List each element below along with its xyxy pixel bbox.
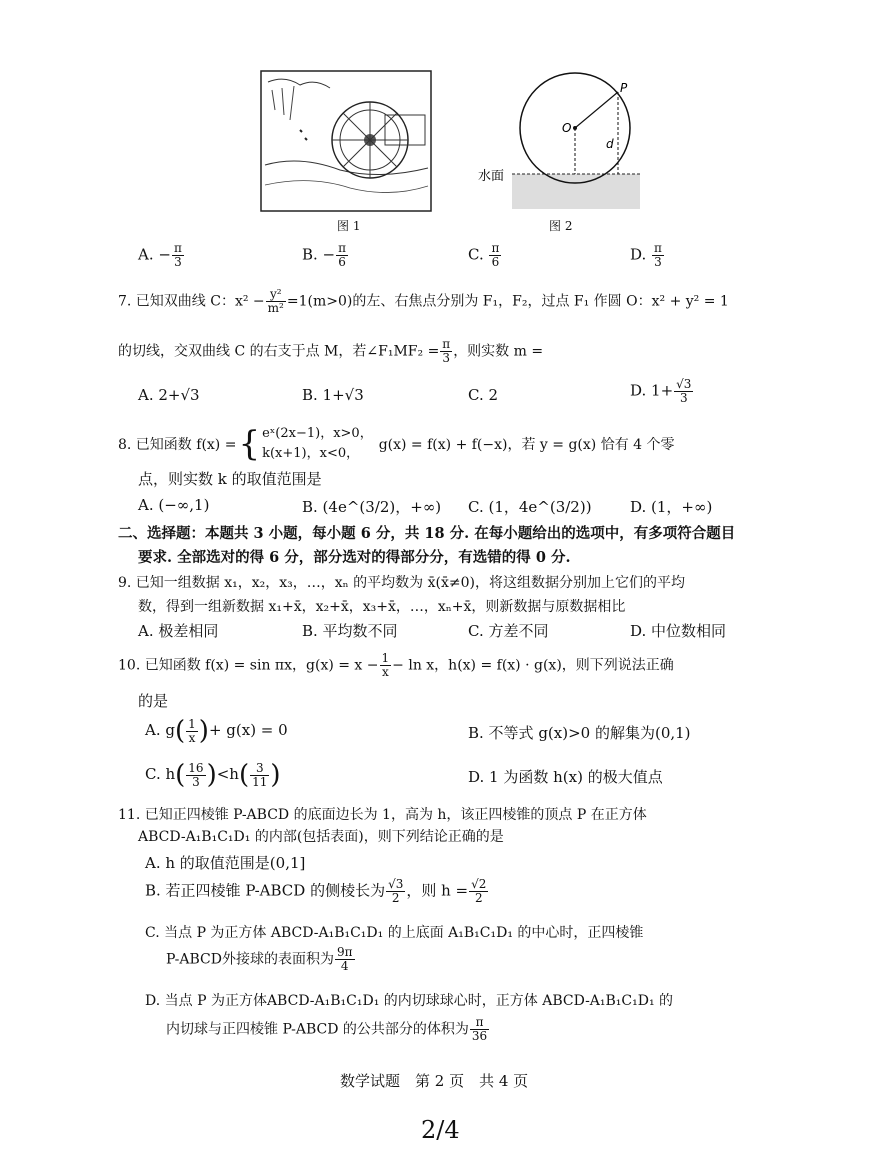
q8-option-c: C. (1，4e^(3/2)) (468, 498, 592, 516)
q6-d-prefix: D. (630, 245, 652, 264)
q11-line-1: 11. 已知正四棱锥 P-ABCD 的底面边长为 1，高为 h，该正四棱锥的顶点 P 在正方体 (118, 807, 647, 823)
q7-hyperbola-fraction: $\frac{\text{y²}}{\text{m²}}$ (267, 287, 284, 315)
section-2-heading-line-2: 要求. 全部选对的得 6 分，部分选对的得部分分，有选错的得 0 分. (138, 549, 571, 566)
circle-water-diagram (476, 66, 646, 216)
page-number: 2/4 (421, 1116, 460, 1144)
page-footer: 数学试题 第 2 页 共 4 页 (340, 1072, 529, 1090)
q6-c-prefix: C. (468, 245, 489, 264)
q9-option-d: D. 中位数相同 (630, 622, 727, 640)
label-P: P (620, 81, 628, 95)
q10-option-a: A. g( $\frac{1}{x}$ )+ g(x) = 0 (145, 716, 288, 746)
q9-line-1: 9. 已知一组数据 x₁，x₂，x₃，…，xₙ 的平均数为 x̄(x̄≠0)，将这组数据分别加上它们的平均 (118, 575, 685, 591)
q8-line-2: 点，则实数 k 的取值范围是 (138, 470, 322, 488)
q8-line-1: 8. 已知函数 f(x) = { eˣ(2x−1)，x>0， k(x+1)，x<0， g(x) = f(x) + f(−x)，若 y = g(x) 恰有 4 个零 (118, 424, 675, 464)
q8-piecewise-cases: eˣ(2x−1)，x>0， k(x+1)，x<0， (262, 426, 373, 461)
q11-line-2: ABCD-A₁B₁C₁D₁ 的内部(包括表面)，则下列结论正确的是 (138, 829, 504, 845)
q6-a-fraction: $\frac{\pi}{3}$ (173, 241, 182, 269)
figure-2-caption: 图 2 (549, 219, 573, 233)
q6-option-b (302, 242, 349, 269)
q11-option-c-line-2: P-ABCD外接球的表面积为 $\frac{9\pi}{4}$ (166, 945, 353, 973)
q10-line-1: 10. 已知函数 f(x) = sin πx，g(x) = x − $\frac{1}{x}$ − ln x，h(x) = f(x) · g(x)，则下列说法正确 (118, 651, 674, 679)
q9-option-b: B. 平均数不同 (302, 622, 398, 640)
q7-line-1: 7. 已知双曲线 C：x² − $\frac{\text{y²}}{\text{m²}}$ =1(m>0)的左、右焦点分别为 F₁，F₂，过点 F₁ 作圆 O：x² + y² = 1 (118, 287, 729, 315)
q11-c-fraction: $\frac{9\pi}{4}$ (336, 945, 353, 973)
q10-fraction: $\frac{1}{x}$ (381, 651, 390, 679)
label-d: d (606, 137, 614, 151)
q11-option-d-line-2: 内切球与正四棱锥 P-ABCD 的公共部分的体积为 $\frac{\pi}{36}$ (166, 1015, 488, 1043)
q10-option-c: C. h( $\frac{16}{3}$ )<h( $\frac{3}{11}$ ) (145, 760, 281, 790)
q7-option-a: A. 2+√3 (138, 386, 200, 404)
q6-option-a (138, 242, 185, 269)
q11-option-d-line-1: D. 当点 P 为正方体ABCD-A₁B₁C₁D₁ 的内切球球心时，正方体 ABCD-A₁B₁C₁D₁ 的 (145, 993, 674, 1009)
figure-1 (260, 70, 432, 212)
q8-piecewise-brace: { (238, 424, 261, 464)
q10-option-b: B. 不等式 g(x)>0 的解集为(0,1) (468, 724, 691, 742)
q11-b-fraction-1: $\frac{√3}{2}$ (388, 877, 404, 905)
q11-option-c-line-1: C. 当点 P 为正方体 ABCD-A₁B₁C₁D₁ 的上底面 A₁B₁C₁D₁ 的中心时，正四棱锥 (145, 925, 644, 941)
q7-option-b: B. 1+√3 (302, 386, 364, 404)
q7-d-fraction: $\frac{√3}{3}$ (676, 377, 692, 405)
q10-c-fraction-1: $\frac{16}{3}$ (188, 760, 204, 789)
q6-option-c (468, 242, 502, 269)
q11-option-b: B. 若正四棱锥 P-ABCD 的侧棱长为 $\frac{√3}{2}$ ，则 h = $\frac{√2}{2}$ (145, 877, 487, 905)
figure-2 (476, 66, 646, 216)
figure-1-caption: 图 1 (337, 219, 361, 233)
q11-b-fraction-2: $\frac{√2}{2}$ (471, 877, 487, 905)
label-O: O (562, 121, 572, 135)
q6-a-prefix: A. − (138, 245, 171, 264)
q6-c-fraction: $\frac{\pi}{6}$ (491, 241, 500, 269)
q11-option-a: A. h 的取值范围是(0,1] (145, 854, 306, 872)
q8-option-d: D. (1，+∞) (630, 498, 713, 516)
q6-option-d (630, 242, 665, 269)
q9-option-a: A. 极差相同 (138, 622, 219, 640)
water-surface-label: 水面 (478, 169, 505, 184)
q7-line-2: 的切线，交双曲线 C 的右支于点 M，若∠F₁MF₂ = $\frac{\pi}{3}$ ，则实数 m = (118, 337, 544, 365)
q10-line-2: 的是 (138, 692, 169, 710)
q6-b-fraction: $\frac{\pi}{6}$ (338, 241, 347, 269)
section-2-heading-line-1: 二、选择题：本题共 3 小题，每小题 6 分，共 18 分. 在每小题给出的选项中，有多项符合题目 (118, 525, 736, 542)
q9-option-c: C. 方差不同 (468, 622, 549, 640)
q10-option-d: D. 1 为函数 h(x) 的极大值点 (468, 768, 663, 786)
q11-d-fraction: $\frac{\pi}{36}$ (471, 1015, 488, 1043)
q7-angle-fraction: $\frac{\pi}{3}$ (442, 337, 451, 365)
q6-b-prefix: B. − (302, 245, 336, 264)
q10-c-fraction-2: $\frac{3}{11}$ (252, 760, 268, 789)
q7-option-c: C. 2 (468, 386, 499, 404)
water-wheel-illustration (260, 70, 432, 212)
q9-line-2: 数，得到一组新数据 x₁+x̄，x₂+x̄，x₃+x̄，…，xₙ+x̄，则新数据与原数据相比 (138, 599, 626, 615)
q7-option-d: D. 1+ $\frac{√3}{3}$ (630, 377, 692, 405)
q6-d-fraction: $\frac{\pi}{3}$ (654, 241, 662, 269)
q10-a-fraction: $\frac{1}{x}$ (188, 716, 196, 745)
q8-option-a: A. (−∞,1) (138, 496, 210, 514)
q8-option-b: B. (4e^(3/2)，+∞) (302, 498, 442, 516)
